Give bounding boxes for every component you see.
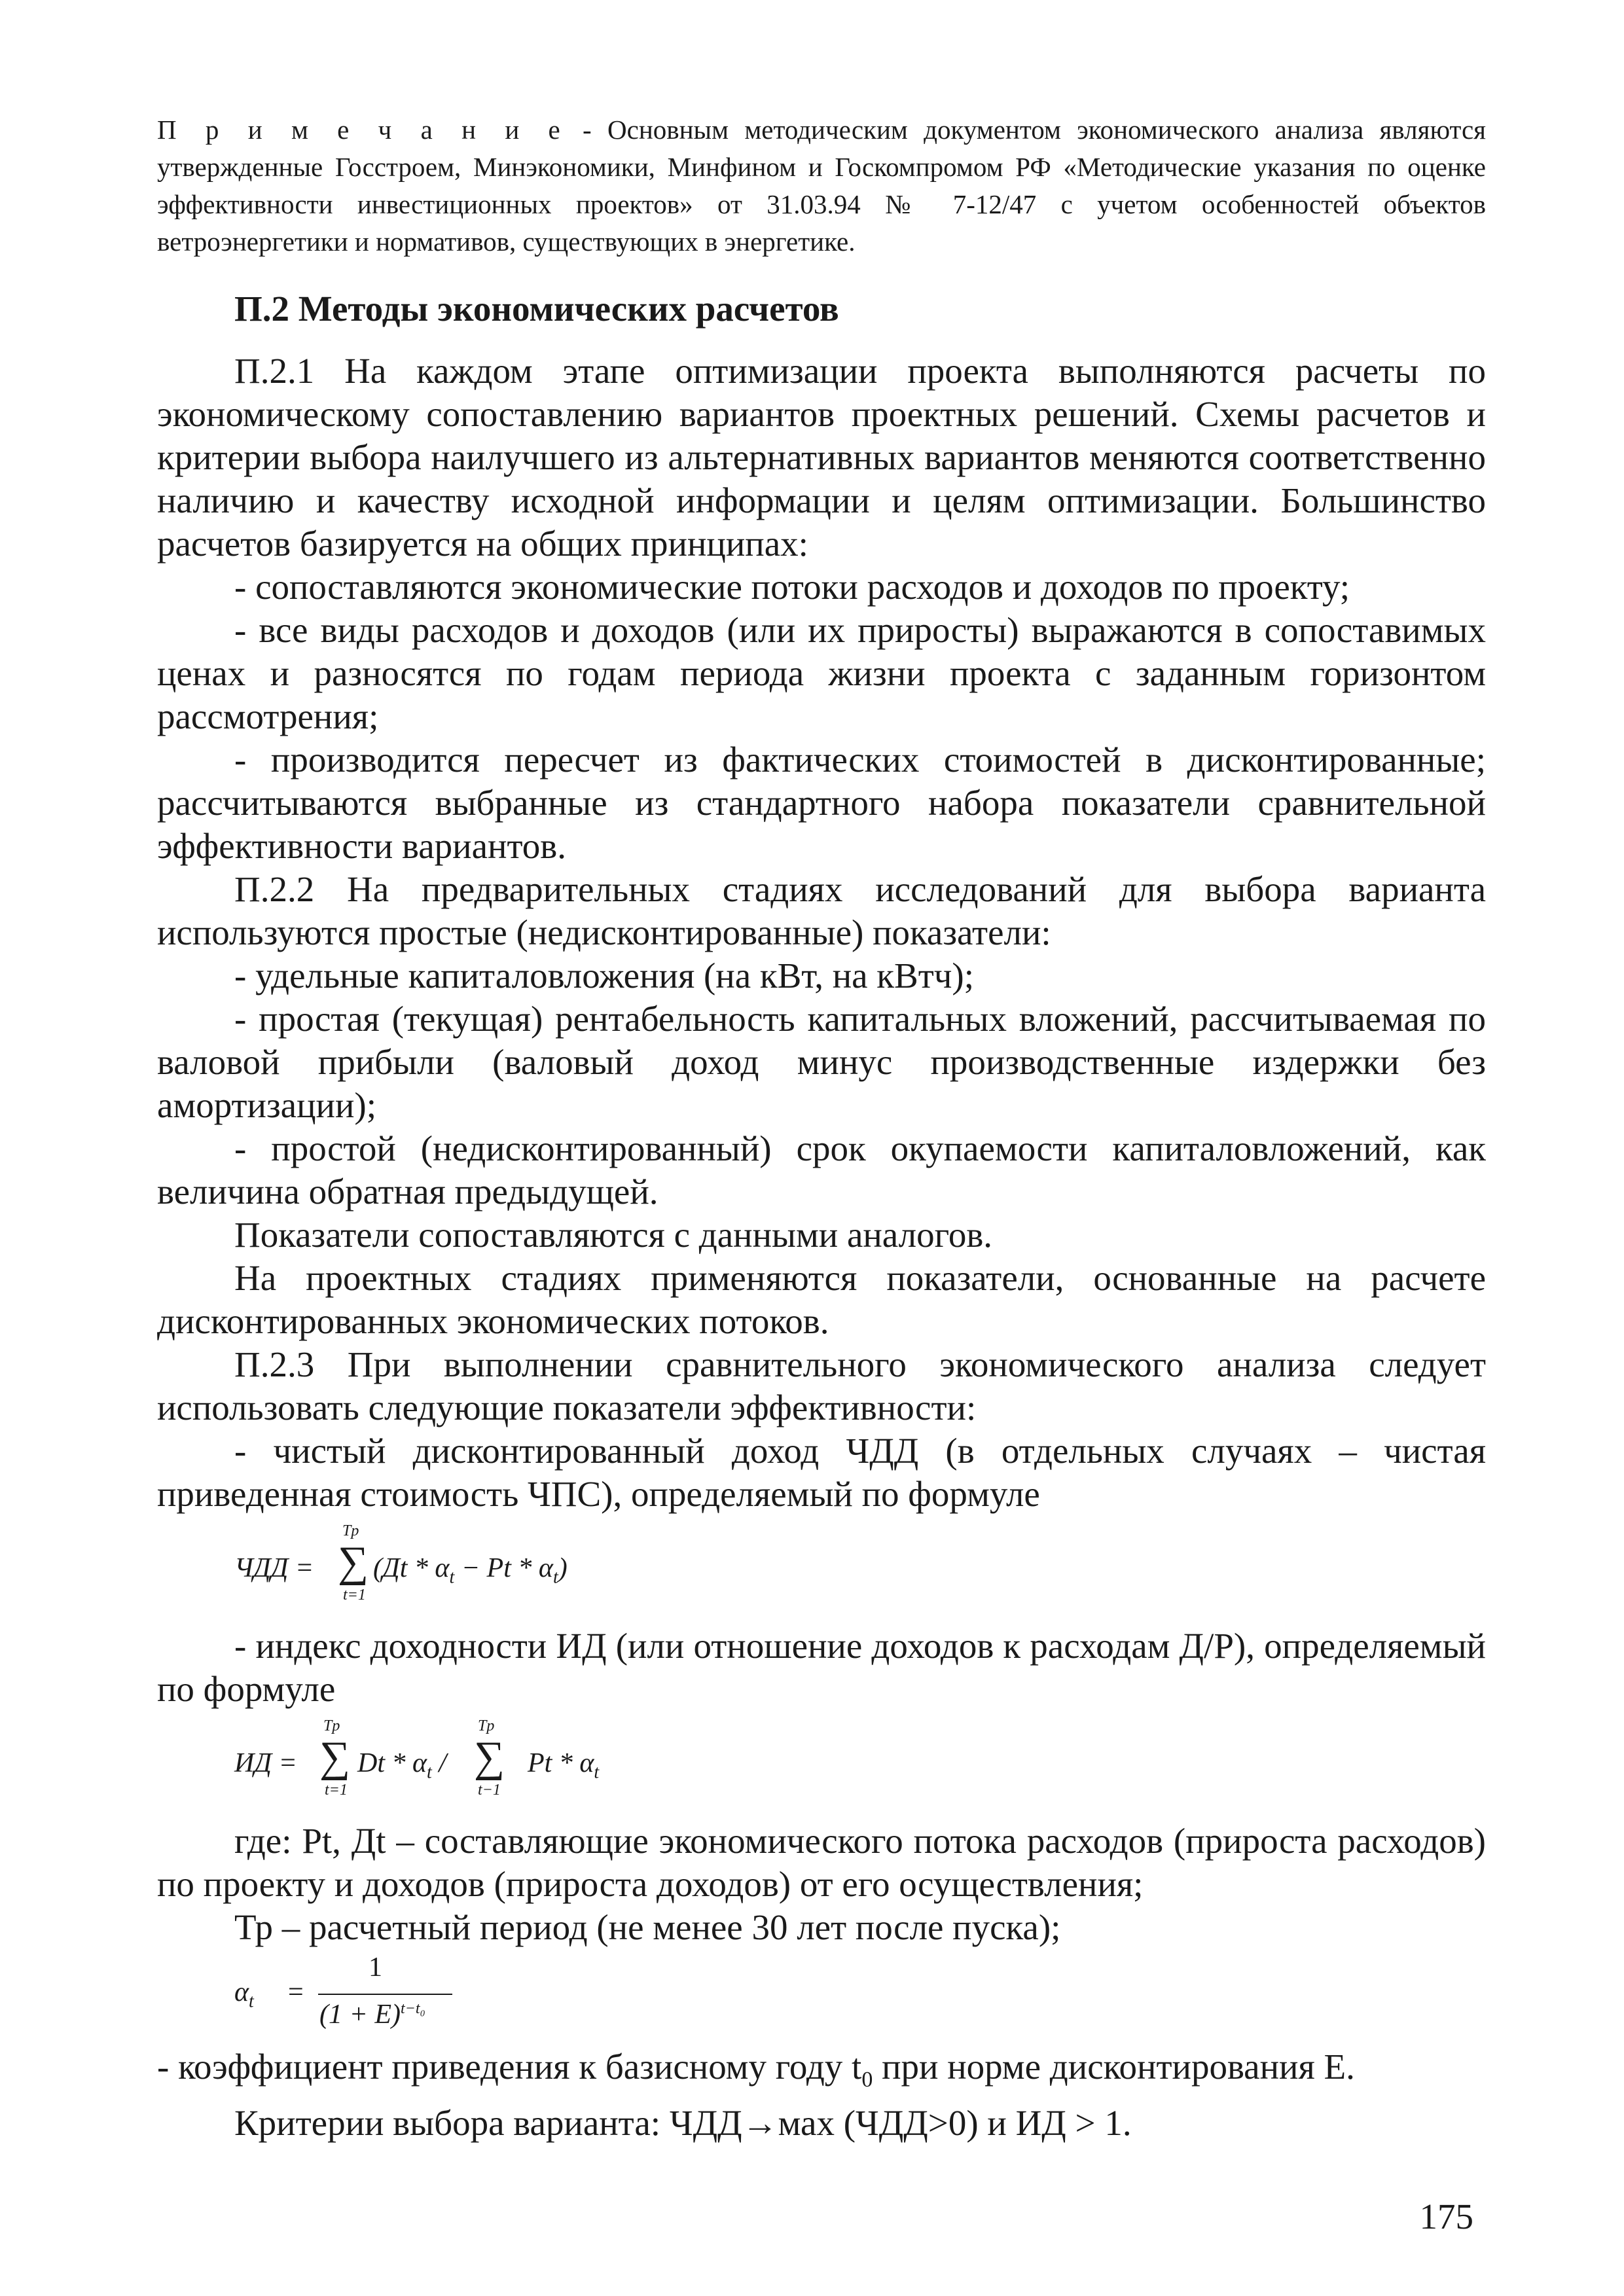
coefficient-text-a: - коэффициент приведения к базисному году t xyxy=(157,2047,862,2087)
formula-npv-body xyxy=(373,1552,568,1588)
formula-pi-upper1: Tp xyxy=(323,1717,340,1734)
formula-pi-sub1: t xyxy=(427,1762,432,1783)
paragraph-criteria: Критерии выбора варианта: ЧДД→мах (ЧДД>0) и ИД > 1. xyxy=(234,2103,1132,2143)
formula-alpha-numerator: 1 xyxy=(369,1952,382,1982)
paragraph-2-1: П.2.1 На каждом этапе оптимизации проекта выполняются расчеты по экономическому сопоставлению вариантов проектных решений. Схемы расчетов и критерии выбора наилучшего из альтернативных вариантов меняются соответственно наличию и качеству исходной информации и целям оптимизации. Большинство расчетов базируется на общих принципах: xyxy=(157,351,1486,564)
remark-text: - Основным методическим документом экономического анализа являются утвержденные Госстроем, Минэкономики, Минфином и Госкомпромом РФ «Методические указания по оценке эффективности инвестиционных проектов» от 31.03.94 № 7-12/47 с учетом особенностей объектов ветроэнергетики и нормативов, существующих в энергетике. xyxy=(157,115,1487,257)
formula-pi xyxy=(234,1716,1486,1814)
paragraph-analogs: Показатели сопоставляются с данными аналогов. xyxy=(234,1215,993,1255)
formula-npv-lhs: ЧДД = xyxy=(234,1553,314,1583)
formula-npv-term1: (Дt * α xyxy=(373,1553,450,1583)
paragraph-coefficient xyxy=(157,2045,1486,2102)
paragraph-project-stages: На проектных стадиях применяются показатели, основанные на расчете дисконтированных экономических потоков. xyxy=(157,1258,1486,1341)
formula-pi-term2: Pt * α xyxy=(528,1748,594,1778)
bullet-4: - удельные капиталовложения (на кВт, на кВтч); xyxy=(234,956,974,996)
paragraph-period: Тр – расчетный период (не менее 30 лет после пуска); xyxy=(234,1907,1061,1947)
sigma-icon: ∑ xyxy=(474,1733,505,1781)
remark-label: П р и м е ч а н и е xyxy=(157,115,567,145)
formula-pi-lhs: ИД = xyxy=(234,1748,297,1778)
sigma-icon: ∑ xyxy=(319,1733,351,1781)
formula-alpha-lhs xyxy=(234,1977,254,2012)
formula-pi-denominator xyxy=(528,1748,599,1783)
bullet-3: - производится пересчет из фактических стоимостей в дисконтированные; рассчитываются выбранные из стандартного набора показатели сравнительной эффективности вариантов. xyxy=(157,740,1486,866)
paragraph-2-2: П.2.2 На предварительных стадиях исследований для выбора варианта используются простые (недисконтированные) показатели: xyxy=(157,869,1486,952)
formula-pi-numerator xyxy=(357,1748,446,1783)
bullet-2: - все виды расходов и доходов (или их приросты) выражаются в сопоставимых ценах и разносятся по годам периода жизни проекта с заданным горизонтом рассмотрения; xyxy=(157,610,1486,736)
bullet-npv: - чистый дисконтированный доход ЧДД (в отдельных случаях – чистая приведенная стоимость ЧПС), определяемый по формуле xyxy=(157,1431,1486,1514)
paragraph-where: где: Pt, Дt – составляющие экономического потока расходов (прироста расходов) по проекту и доходов (прироста доходов) от его осуществления; xyxy=(157,1821,1486,1904)
formula-alpha-exponent: t−t₀ xyxy=(400,2000,425,2017)
footnote-remark xyxy=(157,111,1486,260)
formula-alpha-symbol: α xyxy=(234,1977,249,2007)
formula-npv-lower: t=1 xyxy=(343,1587,366,1604)
document-page xyxy=(157,111,1486,2145)
formula-pi-sub2: t xyxy=(594,1762,600,1783)
formula-alpha-sub: t xyxy=(249,1991,254,2012)
bullet-5: - простая (текущая) рентабельность капитальных вложений, рассчитываемая по валовой прибыли (валовый доход минус производственные издержки без амортизации); xyxy=(157,999,1486,1125)
coefficient-text-b: при норме дисконтирования E. xyxy=(873,2047,1355,2087)
formula-npv-close: ) xyxy=(558,1553,568,1583)
paragraph-2-3: П.2.3 При выполнении сравнительного экономического анализа следует использовать следующие показатели эффективности: xyxy=(157,1344,1486,1427)
coefficient-sub: 0 xyxy=(861,2068,873,2092)
page-number: 175 xyxy=(1419,2197,1473,2236)
formula-pi-lower1: t=1 xyxy=(325,1782,348,1799)
bullet-1: - сопоставляются экономические потоки расходов и доходов по проекту; xyxy=(234,567,1350,607)
formula-npv-sub2: t xyxy=(552,1567,558,1588)
formula-pi-slash: / xyxy=(431,1748,446,1778)
formula-alpha-denominator xyxy=(319,1999,425,2030)
formula-pi-term1: Dt * α xyxy=(357,1748,427,1778)
formula-alpha-base: (1 + E) xyxy=(319,2000,401,2030)
bullet-pi: - индекс доходности ИД (или отношение доходов к расходам Д/Р), определяемый по формуле xyxy=(157,1626,1486,1709)
section-heading: П.2 Методы экономических расчетов xyxy=(234,289,839,329)
formula-npv xyxy=(234,1521,1486,1619)
bullet-6: - простой (недисконтированный) срок окупаемости капиталовложений, как величина обратная предыдущей. xyxy=(157,1128,1486,1211)
formula-pi-lower2: t−1 xyxy=(478,1782,501,1799)
formula-npv-upper: Tp xyxy=(342,1522,359,1539)
sigma-icon: ∑ xyxy=(338,1538,369,1586)
formula-npv-sub1: t xyxy=(449,1567,455,1588)
formula-npv-term2: − Pt * α xyxy=(454,1553,553,1583)
fraction-bar xyxy=(318,1994,452,1995)
formula-pi-upper2: Tp xyxy=(478,1717,495,1734)
formula-alpha-eq: = xyxy=(288,1977,304,2007)
formula-discount-factor xyxy=(234,1952,1486,2040)
